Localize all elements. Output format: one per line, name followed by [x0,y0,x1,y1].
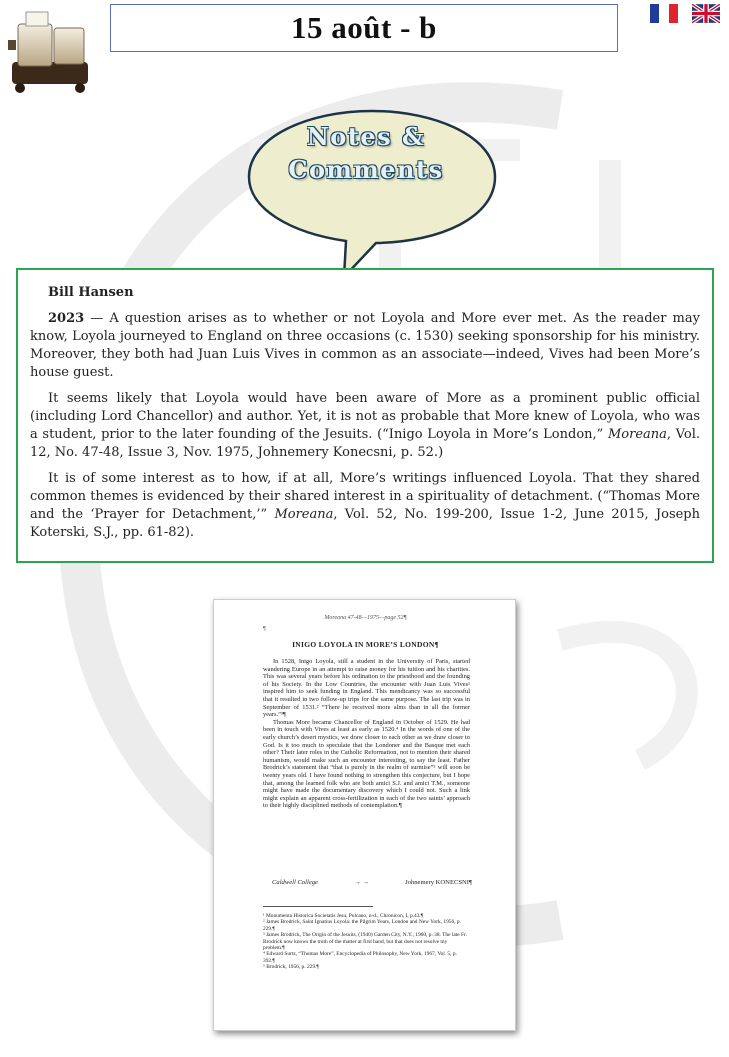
notes-paragraph-3 [30,470,700,542]
footnote: ³ James Brodrick, The Origin of the Jesuits, (1940) Garden City, N.Y., 1960, p. 38. The late Fr. Brodrick now knows the truth of the matter at first hand, but that does not resolve my problem.¶ [263,932,467,952]
pilcrow-mark: ¶ [263,626,266,632]
footnote: ⁴ Edward Surtz, “Thomas More”, Encyclopedia of Philosophy, New York, 1967, Vol. 5, p. 392.¶ [263,951,457,964]
document-footnotes [263,913,470,971]
signature-college: Caldwell College [272,879,318,886]
notes-paragraph-1 [30,310,700,382]
document-signature [272,879,472,886]
journal-title: Moreana [607,427,667,442]
footnote-divider [263,906,373,907]
author-name: Bill Hansen [48,285,134,300]
footnote: ² James Brodrick, Saint Ignatius Loyola: the Pilgrim Years, London and New York, 1956, p. 229.¶ [263,919,461,932]
uk-flag-icon[interactable] [692,4,720,23]
bubble-line-1: Notes & [306,122,426,151]
bubble-heading [250,120,482,186]
paragraph-3-text-b: , Vol. 52, No. 199-200, Issue 1-2, June 2015, Joseph Koterski, S.J., pp. 61-82). [30,507,701,540]
signature-arrows: → → [354,879,369,886]
signature-name: Johnemery KONECSNI¶ [405,879,472,886]
paragraph-3-text-a: It is of some interest as to how, if at all, More’s writings influenced Loyola. That they shared common themes is evidenced by their shared interest in a spirituality of detachment. (“Thomas More and the ‘Prayer for Detachment,’” [30,471,700,522]
paragraph-1-text: — A question arises as to whether or not Loyola and More ever met. As the reader may know, Loyola journeyed to England on three occasions (c. 1530) seeking sponsorship for his ministry. Moreover, they both had Juan Luis Vives in common as an associate—indeed, Vives had been More’s house guest. [30,311,700,380]
document-paragraph-1: In 1528, Inigo Loyola, still a student in the University of Paris, started wandering Europe in an attempt to raise money for his tuition and his charities. This was several years before his ordination to the priesthood and the founding of his Society. In the Low Countries, the encounter with Juan Luis Vives¹ inspired him to seek funding in England. This mendicancy was so successful that it resulted in two follow-up trips for the same purpose. The last trip was in September of 1531.² “There he received more alms than in all the former years.”³¶ [263,658,470,719]
page-title: 15 août - b [291,10,437,45]
document-header: Moreana 47-48—1975—page 52¶ [324,615,407,621]
paragraph-2-text-a: It seems likely that Loyola would have been aware of More as a prominent public official (including Lord Chancellor) and author. Yet, it is not as probable that More knew of Loyola, who was a student, prior to the later founding of the Jesuits. (“Inigo Loyola in More’s London,” [30,391,700,442]
typewriter-icon[interactable] [6,4,102,100]
french-flag-icon[interactable] [650,4,678,23]
notes-panel [16,268,714,563]
paragraph-2-text-b: , Vol. 12, No. 47-48, Issue 3, Nov. 1975, Johnemery Konecsni, p. 52.) [30,427,700,460]
note-year: 2023 [48,311,85,326]
footnote: ¹ Monumenta Historica Societatis Jesu, Polcano, n-d., Chronicon, I, p.43.¶ [263,913,424,919]
notes-paragraph-2 [30,390,700,462]
footnote: ⁵ Brodrick, 1956, p. 229.¶ [263,964,319,971]
document-page-image[interactable] [213,599,516,1031]
document-paragraph-2: Thomas More became Chancellor of England in October of 1529. He had been in touch with Vives at least as early as 1520.⁴ In the words of one of the early church’s desert mystics, we draw closer to each other as we draw closer to God. Is it too much to speculate that the Londoner and the Basque met each other? Their later roles in the Catholic Reformation, not to mention their shared humanism, would make such an encounter interesting, to say the least. Father Brodrick’s statement that “that is purely in the realm of surmise”⁵ will soon be twenty years old. I have found nothing to strengthen this conjecture, but I hope that, among the learned folk who are both amici S.J. and amici T.M., someone might have made the documentary discovery which I could not. Such a link might explain an apparent cross-fertilization in each of the two saints’ approach to their highly disciplined methods of contemplation.¶ [263,718,470,810]
document-title: INIGO LOYOLA IN MORE’S LONDON¶ [292,640,439,649]
document-body [263,658,470,810]
page-title-box [110,4,618,52]
bubble-line-2: Comments [288,155,444,184]
journal-title: Moreana [274,507,334,522]
